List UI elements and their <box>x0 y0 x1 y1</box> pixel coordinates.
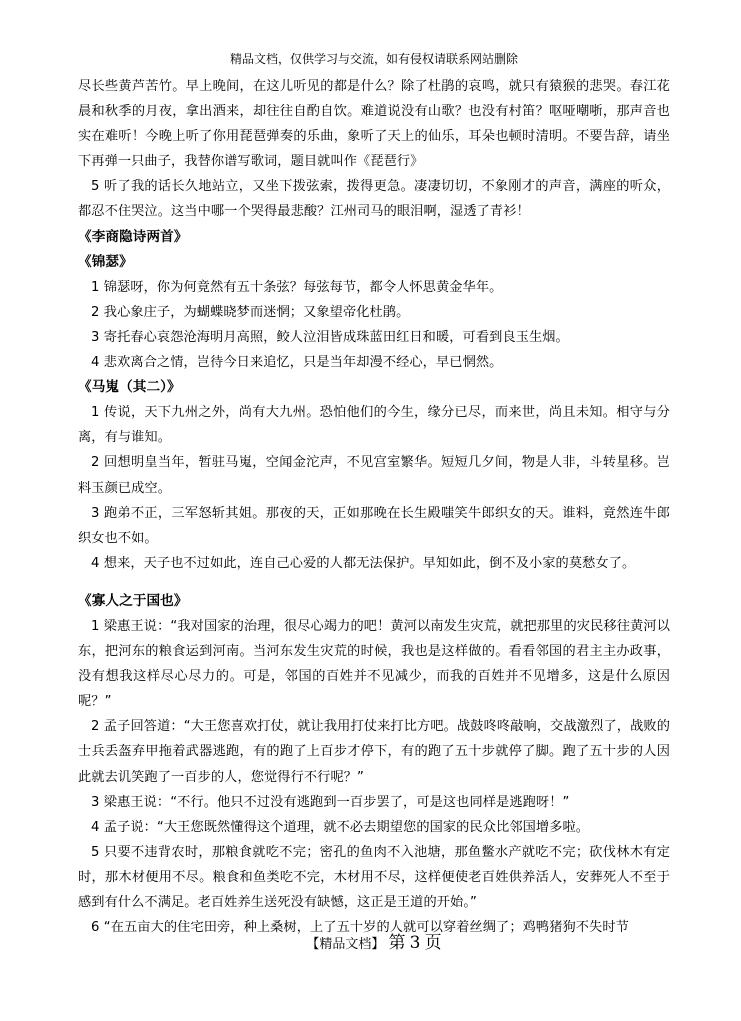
paragraph-pipa-1: 尽长些黄芦苦竹。早上晚间，在这儿听见的都是什么？除了杜鹃的哀鸣，就只有猿猴的悲哭。春江花晨和秋季的月夜，拿出酒来，却往往自酌自饮。难道说没有山歌？也没有村笛？呕哑嘲哳，那声音也实在难听！今晚上听了你用琵琶弹奏的乐曲，象听了天上的仙乐，耳朵也顿时清明。不要告辞，请坐下再弹一只曲子，我替你谱写歌词，题目就叫作《琵琶行》 <box>78 79 670 170</box>
paragraph-jinse-1: 1 锦瑟呀，你为何竟然有五十条弦？每弦每节，都令人怀思黄金华年。 <box>91 279 503 295</box>
document-body <box>78 74 670 940</box>
page-header: 精品文档，仅供学习与交流，如有侵权请联系网站删除 <box>229 52 518 66</box>
paragraph-guaren-4: 4 孟子说：“大王您既然懂得这个道理，就不必去期望您的国家的民众比邻国增多啦。 <box>91 819 590 835</box>
section-title-guaren: 《寡人之于国也》 <box>78 592 188 609</box>
page-number: 3 <box>409 933 421 953</box>
paragraph-guaren-6: 6 “在五亩大的住宅田旁，种上桑树，上了五十岁的人就可以穿着丝绸了；鸡鸭猪狗不失时节 <box>91 920 629 936</box>
paragraph-guaren-1: 1 梁惠王说：“我对国家的治理，很尽心竭力的吧！黄河以南发生灾荒，就把那里的灾民移往黄河以东，把河东的粮食运到河南。当河东发生灾荒的时候，我也是这样做的。看看邻国的君主主办政事，没有想我这样尽心尽力的。可是，邻国的百姓并不见减少，而我的百姓并不见增多，这是什么原因呢？” <box>78 618 670 710</box>
paragraph-jinse-4: 4 悲欢离合之情，岂待今日来追忆，只是当年却漫不经心，早已惘然。 <box>91 355 503 371</box>
paragraph-pipa-5: 5 听了我的话长久地站立，又坐下拨弦索，拨得更急。凄凄切切，不象刚才的声音，满座的听众，都忍不住哭泣。这当中哪一个哭得最悲酸？江州司马的眼泪啊，湿透了青衫！ <box>78 179 670 220</box>
paragraph-guaren-2: 2 孟子回答道：“大王您喜欢打仗，就让我用打仗来打比方吧。战鼓咚咚敲响，交战激烈了，战败的士兵丢盔弃甲拖着武器逃跑，有的跑了上百步才停下，有的跑了五十步就停了脚。跑了五十步的人因此就去讥笑跑了一百步的人，您觉得行不行呢？” <box>78 719 670 785</box>
page-number-suffix: 页 <box>424 933 442 953</box>
paragraph-jinse-2: 2 我心象庄子，为蝴蝶晓梦而迷惘；又象望帝化杜鹃。 <box>91 304 410 320</box>
paragraph-mawei-3: 3 跑弟不正，三军怒斩其姐。那夜的天，正如那晚在长生殿嗤笑牛郎织女的天。谁料，竟然连牛郎织女也不如。 <box>78 505 670 546</box>
paragraph-guaren-3: 3 梁惠王说：“不行。他只不过没有逃跑到一百步罢了，可是这也同样是逃跑呀！” <box>91 794 570 810</box>
poem-title-mawei: 《马嵬（其二）》 <box>78 379 181 396</box>
section-title-li-shangyin: 《李商隐诗两首》 <box>78 228 188 245</box>
page-number-prefix: 第 <box>388 933 406 953</box>
footer-tag: 【精品文档】 <box>306 937 385 952</box>
page-footer <box>78 932 670 956</box>
document-page <box>78 0 670 1021</box>
paragraph-guaren-5: 5 只要不违背农时，那粮食就吃不完；密孔的鱼肉不入池塘，那鱼鳖水产就吃不完；砍伐林木有定时，那木材便用不尽。粮食和鱼类吃不完，木材用不尽，这样便使老百姓供养活人，安葬死人不至于感到有什么不满足。老百姓养生送死没有缺憾，这正是王道的开始。” <box>78 844 670 910</box>
paragraph-mawei-4: 4 想来，天子也不过如此，连自己心爱的人都无法保护。早知如此，倒不及小家的莫愁女了。 <box>91 555 636 571</box>
section-spacer <box>78 576 670 589</box>
poem-title-jinse: 《锦瑟》 <box>78 253 133 270</box>
paragraph-jinse-3: 3 寄托春心哀怨沧海明月高照，鲛人泣泪皆成珠蓝田红日和暖，可看到良玉生烟。 <box>91 329 569 345</box>
paragraph-mawei-2: 2 回想明皇当年，暂驻马嵬，空闻金沱声，不见宫室繁华。短短几夕间，物是人非，斗转星移。岂料玉颜已成空。 <box>78 455 670 496</box>
paragraph-mawei-1: 1 传说，天下九州之外，尚有大九州。恐怕他们的今生，缘分已尽，而来世，尚且未知。相守与分离，有与谁知。 <box>78 405 670 446</box>
